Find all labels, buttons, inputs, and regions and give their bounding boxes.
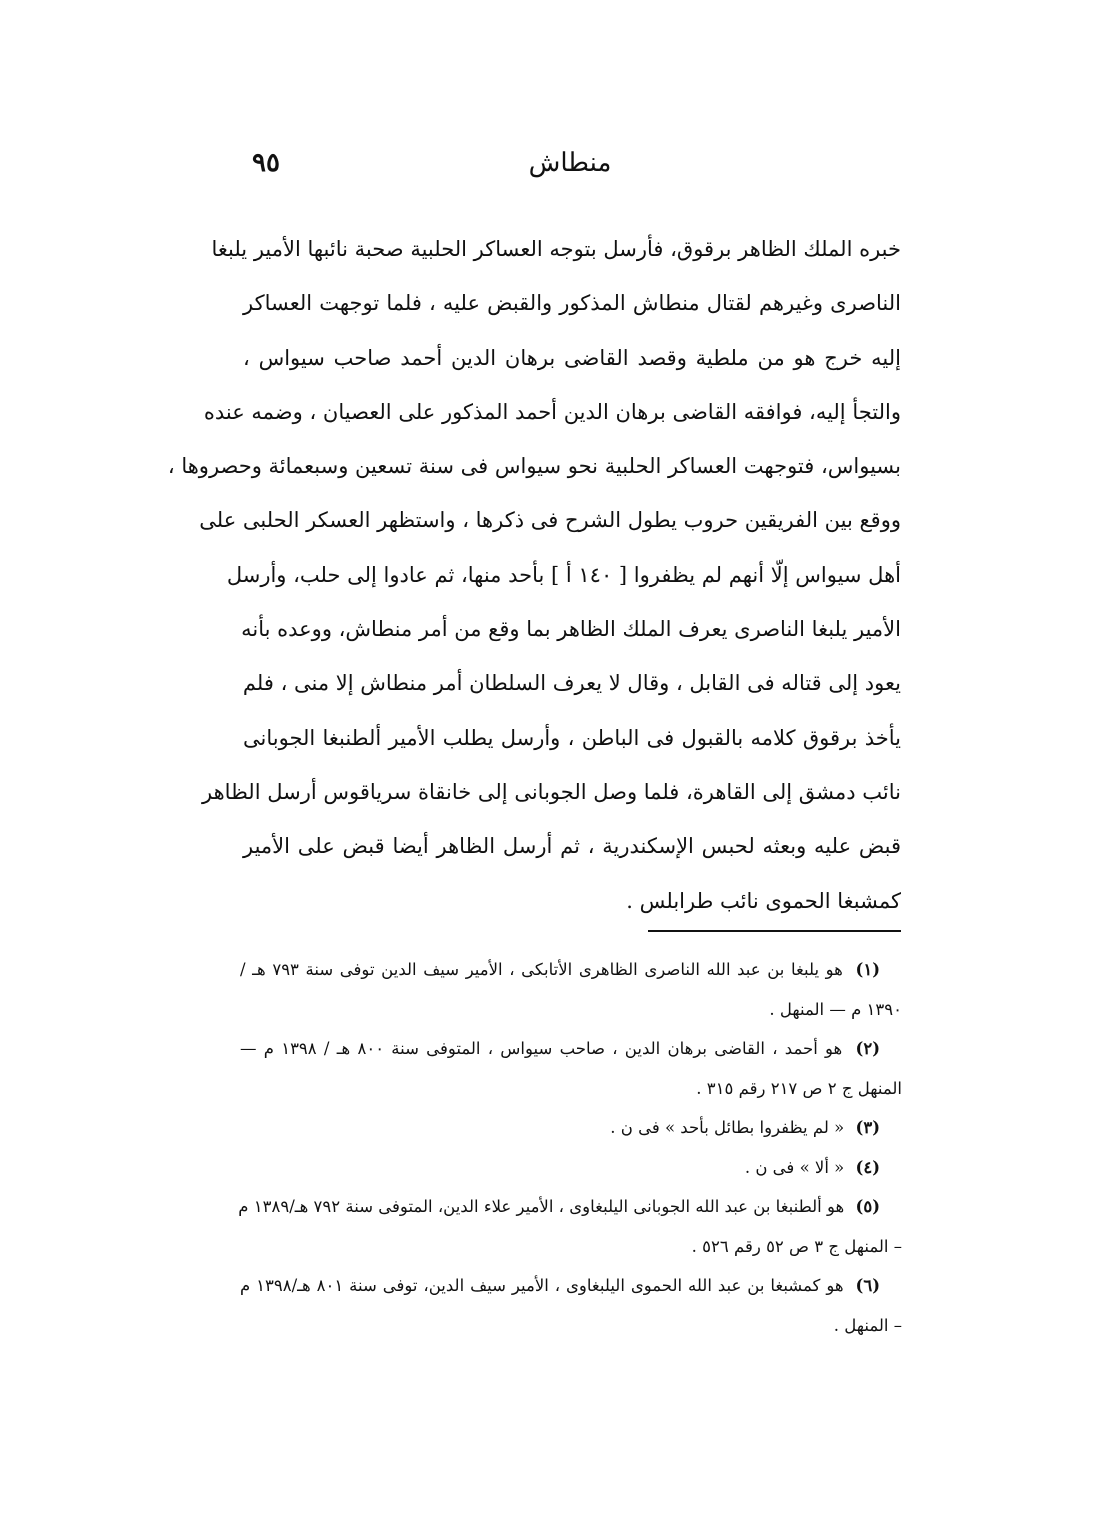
footnote-line: – المنهل . bbox=[833, 1315, 902, 1335]
page-number: ٩٥ bbox=[252, 148, 280, 178]
footnote-marker: (٤) bbox=[855, 1157, 880, 1177]
page-header bbox=[240, 148, 900, 188]
footnote-line: ١٣٩٠ م — المنهل . bbox=[769, 999, 902, 1019]
footnote bbox=[240, 1266, 902, 1345]
footnote bbox=[240, 1029, 902, 1108]
text-line: خبره الملك الظاهر برقوق، فأرسل بتوجه العساكر الحلبية صحبة نائبها الأمير يلبغا bbox=[211, 237, 901, 261]
footnote bbox=[240, 1187, 902, 1266]
footnote-line bbox=[240, 1108, 902, 1148]
footnote-text: هو أحمد ، القاضى برهان الدين ، صاحب سيواس ، المتوفى سنة ٨٠٠ هـ / ١٣٩٨ م — bbox=[240, 1039, 843, 1058]
footnote-line: المنهل ج ٢ ص ٢١٧ رقم ٣١٥ . bbox=[696, 1078, 902, 1098]
text-line: والتجأ إليه، فوافقه القاضى برهان الدين أحمد المذكور على العصيان ، وضمه عنده bbox=[203, 399, 901, 424]
footnote-line bbox=[240, 1266, 902, 1306]
footnote-marker: (٥) bbox=[855, 1197, 880, 1216]
footnote-text: « ألا » فى ن . bbox=[744, 1157, 845, 1177]
footnote-text: « لم يظفروا بطائل بأحد » فى ن . bbox=[610, 1118, 845, 1137]
footnote-marker: (٣) bbox=[855, 1118, 880, 1137]
footnote-line bbox=[240, 1187, 902, 1227]
footnote-marker: (١) bbox=[855, 960, 880, 979]
footnote-marker: (٢) bbox=[855, 1039, 880, 1058]
footnote bbox=[240, 950, 902, 1029]
text-line: يعود إلى قتاله فى القابل ، وقال لا يعرف السلطان أمر منطاش إلا منى ، فلم bbox=[242, 671, 901, 696]
text-line: الناصرى وغيرهم لقتال منطاش المذكور والقبض عليه ، فلما توجهت العساكر bbox=[243, 291, 901, 316]
footnote-text: هو ألطنبغا بن عبد الله الجوبانى اليلبغاوى ، الأمير علاء الدين، المتوفى سنة ٧٩٢ هـ/١٣٨٩ م bbox=[238, 1197, 845, 1216]
text-line: بسيواس، فتوجهت العساكر الحلبية نحو سيواس فى سنة تسعين وسبعمائة وحصروها ، bbox=[167, 454, 901, 479]
text-line: نائب دمشق إلى القاهرة، فلما وصل الجوبانى إلى خانقاة سرياقوس أرسل الظاهر bbox=[202, 779, 901, 804]
footnote-text: هو كمشبغا بن عبد الله الحموى اليلبغاوى ، الأمير سيف الدين، توفى سنة ٨٠١ هـ/١٣٩٨ م bbox=[240, 1276, 844, 1295]
footnote-line bbox=[240, 950, 902, 990]
text-line: إليه خرج هو من ملطية وقصد القاضى برهان الدين أحمد صاحب سيواس ، bbox=[243, 345, 901, 370]
footnote-separator bbox=[648, 930, 901, 932]
footnote-marker: (٦) bbox=[855, 1276, 881, 1295]
footnote bbox=[240, 1108, 902, 1148]
text-line: ووقع بين الفريقين حروب يطول الشرح فى ذكرها ، واستظهر العسكر الحلبى على bbox=[199, 508, 901, 533]
text-line: قبض عليه وبعثه لحبس الإسكندرية ، ثم أرسل الظاهر أيضا قبض على الأمير bbox=[243, 834, 901, 859]
running-title: منطاش bbox=[528, 148, 612, 178]
footnote bbox=[240, 1148, 902, 1188]
text-line: الأمير يلبغا الناصرى يعرف الملك الظاهر بما وقع من أمر منطاش، ووعده بأنه bbox=[241, 617, 901, 642]
footnotes bbox=[240, 950, 902, 1345]
footnote-text: هو يلبغا بن عبد الله الناصرى الظاهرى الأتابكى ، الأمير سيف الدين توفى سنة ٧٩٣ هـ / bbox=[240, 960, 843, 979]
footnote-line bbox=[240, 1029, 902, 1069]
footnote-line: – المنهل ج ٣ ص ٥٢ رقم ٥٢٦ . bbox=[691, 1236, 902, 1256]
text-line: كمشبغا الحموى نائب طرابلس . bbox=[626, 888, 901, 913]
main-text bbox=[167, 222, 901, 928]
text-line: يأخذ برقوق كلامه بالقبول فى الباطن ، وأرسل يطلب الأمير ألطنبغا الجوبانى bbox=[243, 725, 901, 750]
footnote-line bbox=[240, 1148, 902, 1188]
text-line: أهل سيواس إلّا أنهم لم يظفروا [ ١٤٠ أ ] بأحد منها، ثم عادوا إلى حلب، وأرسل bbox=[226, 562, 901, 587]
